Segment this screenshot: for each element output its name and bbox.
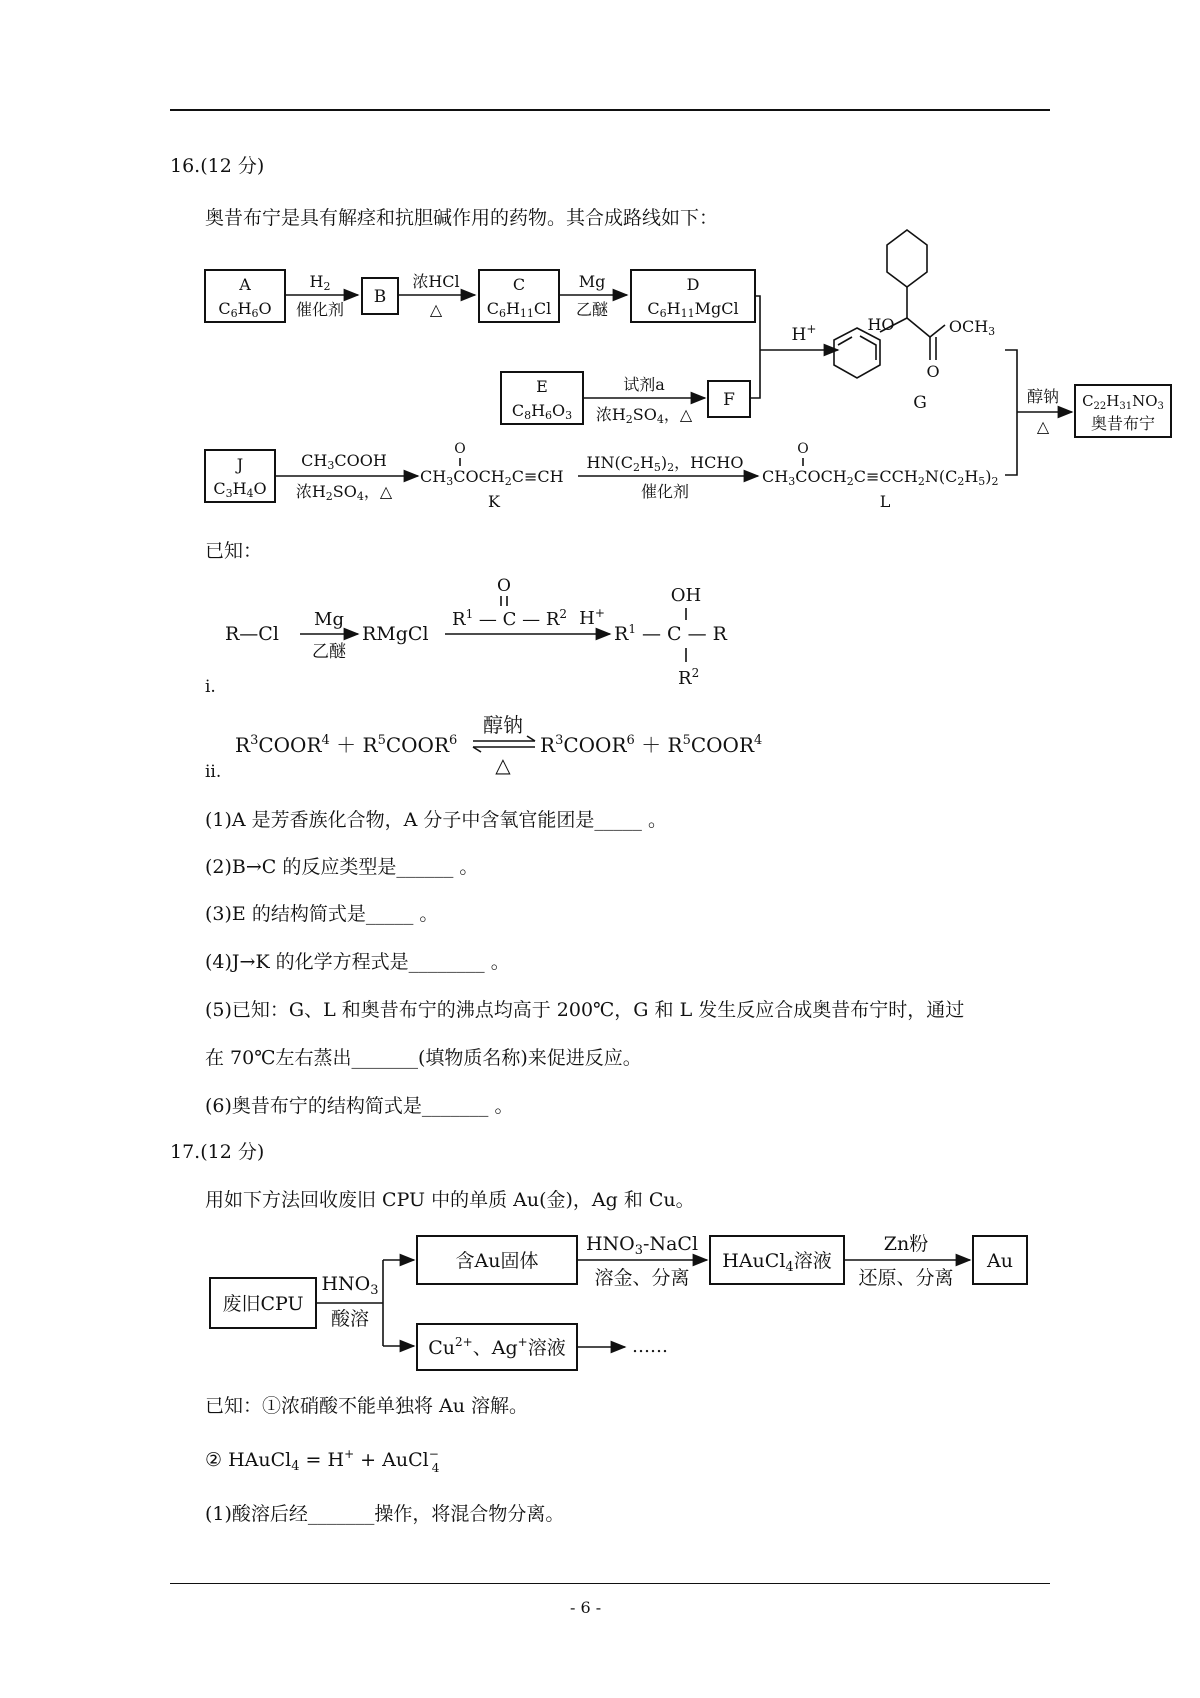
i-r-cl: R—Cl	[225, 623, 279, 645]
question-16-4: (4)J→K 的化学方程式是________ 。	[205, 951, 510, 973]
label-G: G	[913, 393, 927, 413]
flow-solid: 含Au固体	[455, 1250, 539, 1272]
dissolve-bottom: 溶金、分离	[594, 1267, 690, 1289]
ii-left: $R^3COOR^4$ ＋ $R^5COOR^6$	[235, 733, 458, 757]
product-name: 奥昔布宁	[1090, 414, 1156, 433]
L-structure: CH3COCH2C≡CCH2N(C2H5)2	[762, 467, 999, 488]
dissolve-top: $HNO_3$-NaCl	[585, 1233, 699, 1258]
label-E: E	[536, 377, 548, 396]
product-formula: $C_{22}H_{31}NO_3$	[1082, 392, 1164, 412]
K-carbonyl-o: O	[454, 441, 466, 457]
question-16-5a: (5)已知：G、L 和奥昔布宁的沸点均高于 200℃，G 和 L 发生反应合成奥昔布宁时，通过	[205, 999, 965, 1021]
i-ether: 乙醚	[312, 642, 346, 662]
i-oh: OH	[670, 585, 702, 606]
reagent-J-K-bottom: 浓H2SO4，△	[295, 482, 393, 503]
i-h-plus: H+	[579, 606, 605, 629]
formula-A: C6H6O	[218, 299, 272, 320]
label-B: B	[373, 287, 387, 307]
bottom-rule	[170, 1583, 1050, 1584]
reagent-A-B-bottom: 催化剂	[295, 300, 345, 319]
flow-product: Au	[987, 1250, 1013, 1272]
reagent-E-F-bottom: 浓H2SO4，△	[595, 405, 693, 426]
reagent-A-B-top: H2	[309, 272, 331, 293]
question-16-3: (3)E 的结构简式是_____ 。	[205, 903, 439, 925]
acid-top: $HNO_3$	[321, 1273, 379, 1298]
label-C: C	[512, 275, 526, 294]
acid-bottom: 酸溶	[330, 1308, 370, 1330]
final-reagent-top: 醇钠	[1026, 387, 1060, 406]
formula-D: C6H11MgCl	[647, 299, 739, 320]
question-16-6: (6)奥昔布宁的结构简式是_______ 。	[205, 1095, 514, 1117]
K-structure: CH3COCH2C≡CH	[420, 467, 564, 488]
G-methoxy: OCH3	[948, 317, 996, 338]
ii-bottom: △	[495, 753, 511, 777]
label-A: A	[239, 275, 251, 294]
reagent-B-C-top: 浓HCl	[412, 272, 460, 291]
question-16-1: (1)A 是芳香族化合物，A 分子中含氧官能团是_____ 。	[205, 809, 667, 831]
flow-solution: HAuCl$_4$溶液	[722, 1250, 832, 1275]
i-product: $R^1$ — C — R	[614, 622, 727, 645]
svg-text:② HAuCl4 = H+ + AuCl−4: ② HAuCl$_4$ = H+ + AuCl− 4	[205, 1447, 440, 1475]
reagent-J-K-top: CH3COOH	[301, 451, 387, 472]
reagent-B-C-bottom: △	[429, 300, 443, 319]
G-carbonyl-o: O	[926, 362, 940, 381]
flow-ions: $Cu^{2+}$、Ag+溶液	[428, 1335, 566, 1359]
q17-known-1: 已知：①浓硝酸不能单独将 Au 溶解。	[205, 1395, 529, 1417]
G-hydroxyl: HO	[867, 315, 895, 334]
q16-intro: 奥昔布宁是具有解痉和抗胆碱作用的药物。其合成路线如下：	[205, 207, 719, 229]
q17-header: 17.(12 分)	[170, 1141, 265, 1163]
question-16-5b: 在 70℃左右蒸出_______(填物质名称)来促进反应。	[205, 1047, 642, 1069]
q16-header: 16.(12 分)	[170, 155, 265, 177]
label-L: L	[879, 492, 891, 511]
reagent-H-plus: H+	[791, 322, 817, 345]
reagent-K-L-top: HN(C2H5)2，HCHO	[586, 453, 744, 474]
label-F: F	[723, 390, 735, 410]
i-rmgcl: RMgCl	[362, 623, 429, 645]
reagent-K-L-bottom: 催化剂	[640, 482, 690, 501]
ii-label: ii.	[205, 762, 222, 782]
reagent-E-F-top: 试剂a	[623, 375, 665, 394]
formula-C: C6H11Cl	[486, 299, 552, 320]
formula-J: C3H4O	[213, 479, 267, 500]
reagent-C-D-bottom: 乙醚	[575, 300, 609, 319]
flow-start: 废旧CPU	[222, 1293, 304, 1315]
q17-intro: 用如下方法回收废旧 CPU 中的单质 Au(金)，Ag 和 Cu。	[205, 1189, 695, 1211]
formula-E: C8H6O3	[511, 401, 573, 422]
i-ketone: $R^1$ — C — $R^2$	[452, 607, 568, 630]
label-D: D	[686, 275, 700, 294]
final-reagent-bottom: △	[1036, 417, 1050, 436]
i-ketone-o: O	[497, 576, 511, 596]
i-mg: Mg	[314, 609, 344, 630]
known-label: 已知：	[205, 540, 263, 562]
ii-right: $R^3COOR^6$ ＋ $R^5COOR^4$	[540, 733, 763, 757]
label-J: J	[236, 455, 244, 474]
reagent-C-D-top: Mg	[578, 272, 606, 291]
question-16-2: (2)B→C 的反应类型是______ 。	[205, 856, 479, 878]
i-label: i.	[205, 677, 216, 697]
label-K: K	[488, 492, 500, 511]
q17-question-1: (1)酸溶后经_______操作，将混合物分离。	[205, 1503, 565, 1525]
ii-top: 醇钠	[483, 713, 523, 737]
L-carbonyl-o: O	[797, 441, 809, 457]
flow-ellipsis: ……	[632, 1336, 668, 1357]
i-r2: $R^2$	[678, 666, 700, 689]
reduce-top: Zn粉	[883, 1233, 929, 1255]
reduce-bottom: 还原、分离	[858, 1267, 954, 1289]
page-number: - 6 -	[570, 1598, 602, 1617]
